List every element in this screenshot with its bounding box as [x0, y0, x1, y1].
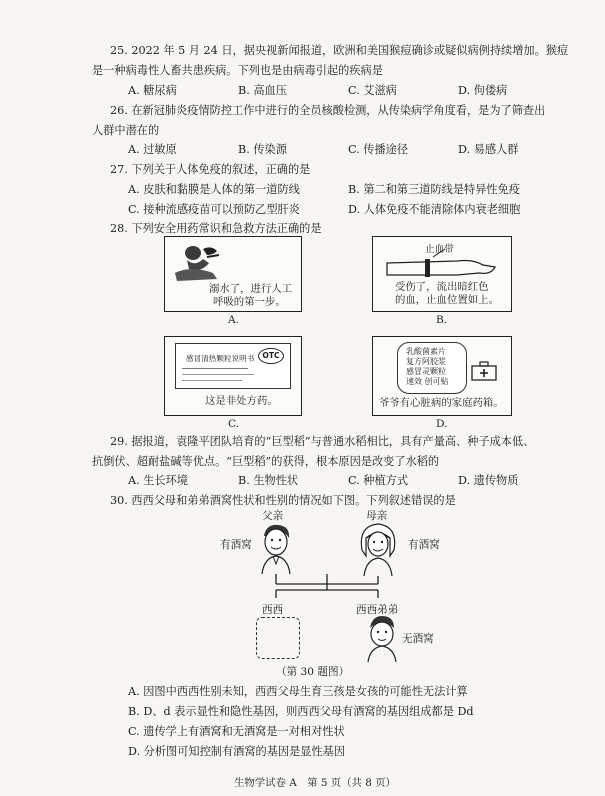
- otc-badge: OTC: [258, 348, 284, 364]
- q28-panel-d-line1: 爷爷有心脏病的家庭药箱。: [379, 397, 504, 409]
- q29-option-a: A. 生长环境: [128, 474, 188, 487]
- q28-panel-b-letter: B.: [436, 314, 448, 326]
- q28-panel-c-letter: C.: [228, 418, 240, 430]
- q27-stem: 27. 下列关于人体免疫的叙述，正确的是: [110, 163, 311, 176]
- q28-panel-b-tag: 止血带: [425, 244, 454, 255]
- q25-option-d: D. 佝偻病: [458, 84, 508, 97]
- xixi-label: 西西: [262, 604, 284, 616]
- q28-panel-a-line1: 溺水了，进行人工: [209, 283, 293, 295]
- q28-panel-d-item1: 乳酸菌素片: [406, 347, 446, 356]
- q29-stem-line2: 抗倒伏、超耐盐碱等优点。“巨型稻”的获得，根本原因是改变了水稻的: [92, 455, 440, 468]
- q26-option-c: C. 传播途径: [348, 143, 409, 156]
- q28-panel-d-item4: 速效 创可贴: [406, 377, 449, 386]
- q26-option-a: A. 过敏原: [128, 143, 177, 156]
- q26-option-d: D. 易感人群: [458, 143, 519, 156]
- q29-option-c: C. 种植方式: [348, 474, 409, 487]
- q28-stem: 28. 下列安全用药常识和急救方法正确的是: [110, 222, 322, 235]
- brother-trait: 无酒窝: [402, 633, 434, 645]
- q28-panel-d-letter: D.: [436, 418, 448, 430]
- q28-panel-b-line2: 的血，止血位置如上。: [395, 294, 499, 306]
- q26-stem-line2: 人群中潜在的: [92, 124, 160, 137]
- q27-option-c: C. 接种流感疫苗可以预防乙型肝炎: [128, 203, 300, 216]
- q25-option-b: B. 高血压: [238, 84, 287, 97]
- q27-option-d: D. 人体免疫不能清除体内衰老细胞: [348, 203, 521, 216]
- q30-option-d: D. 分析图可知控制有酒窝的基因是显性基因: [128, 745, 346, 758]
- q30-option-b: B. D、d 表示显性和隐性基因，则西西父母有酒窝的基因组成都是 Dd: [128, 705, 474, 718]
- q30-option-c: C. 遗传学上有酒窝和无酒窝是一对相对性状: [128, 725, 345, 738]
- q29-stem-line1: 29. 据报道，袁隆平团队培育的“巨型稻”与普通水稻相比，具有产量高、种子成本低、: [110, 435, 535, 448]
- q25-option-c: C. 艾滋病: [348, 84, 397, 97]
- q26-option-b: B. 传染源: [238, 143, 287, 156]
- q28-panel-b-line1: 受伤了，流出暗红色: [395, 281, 489, 293]
- q28-panel-a-line2: 呼吸的第一步。: [213, 296, 286, 308]
- q28-panel-d-item2: 复方阿胶浆: [406, 357, 446, 366]
- q26-stem-line1: 26. 在新冠肺炎疫情防控工作中进行的全员核酸检测，从传染病学角度看，是为了筛查出: [110, 104, 546, 117]
- q27-option-b: B. 第二和第三道防线是特异性免疫: [348, 183, 520, 196]
- q28-panel-c-leaflet-title: 感冒清热颗粒说明书: [186, 354, 255, 363]
- q28-panel-d-item3: 感冒灵颗粒: [406, 367, 446, 376]
- xixi-unknown-placeholder: [256, 617, 300, 659]
- q30-option-a: A. 因图中西西性别未知，西西父母生育三孩是女孩的可能性无法计算: [128, 685, 468, 698]
- page-footer: 生物学试卷 A 第 5 页（共 8 页）: [234, 777, 396, 789]
- q25-stem-line2: 是一种病毒性人畜共患疾病。下列也是由病毒引起的疾病是: [92, 64, 383, 77]
- q28-panel-a-letter: A.: [228, 314, 240, 326]
- q29-option-d: D. 遗传物质: [458, 474, 519, 487]
- q25-stem-line1: 25. 2022 年 5 月 24 日，据央视新闻报道，欧洲和美国猴痘确诊或疑似病例持续增加。猴痘: [110, 44, 569, 57]
- father-label: 父亲: [262, 510, 284, 522]
- mother-label: 母亲: [366, 510, 388, 522]
- q27-option-a: A. 皮肤和黏膜是人体的第一道防线: [128, 183, 300, 196]
- brother-portrait: [364, 614, 400, 662]
- mother-trait: 有酒窝: [408, 539, 440, 551]
- q25-option-a: A. 糖尿病: [128, 84, 177, 97]
- q30-stem: 30. 西西父母和弟弟酒窝性状和性别的情况如下图。下列叙述错误的是: [110, 494, 456, 507]
- figure-caption: （第 30 题图）: [276, 666, 350, 678]
- brother-label: 西西弟弟: [356, 604, 399, 616]
- q29-option-b: B. 生物性状: [238, 474, 299, 487]
- q28-panel-c-line1: 这是非处方药。: [205, 395, 278, 407]
- father-trait: 有酒窝: [220, 539, 252, 551]
